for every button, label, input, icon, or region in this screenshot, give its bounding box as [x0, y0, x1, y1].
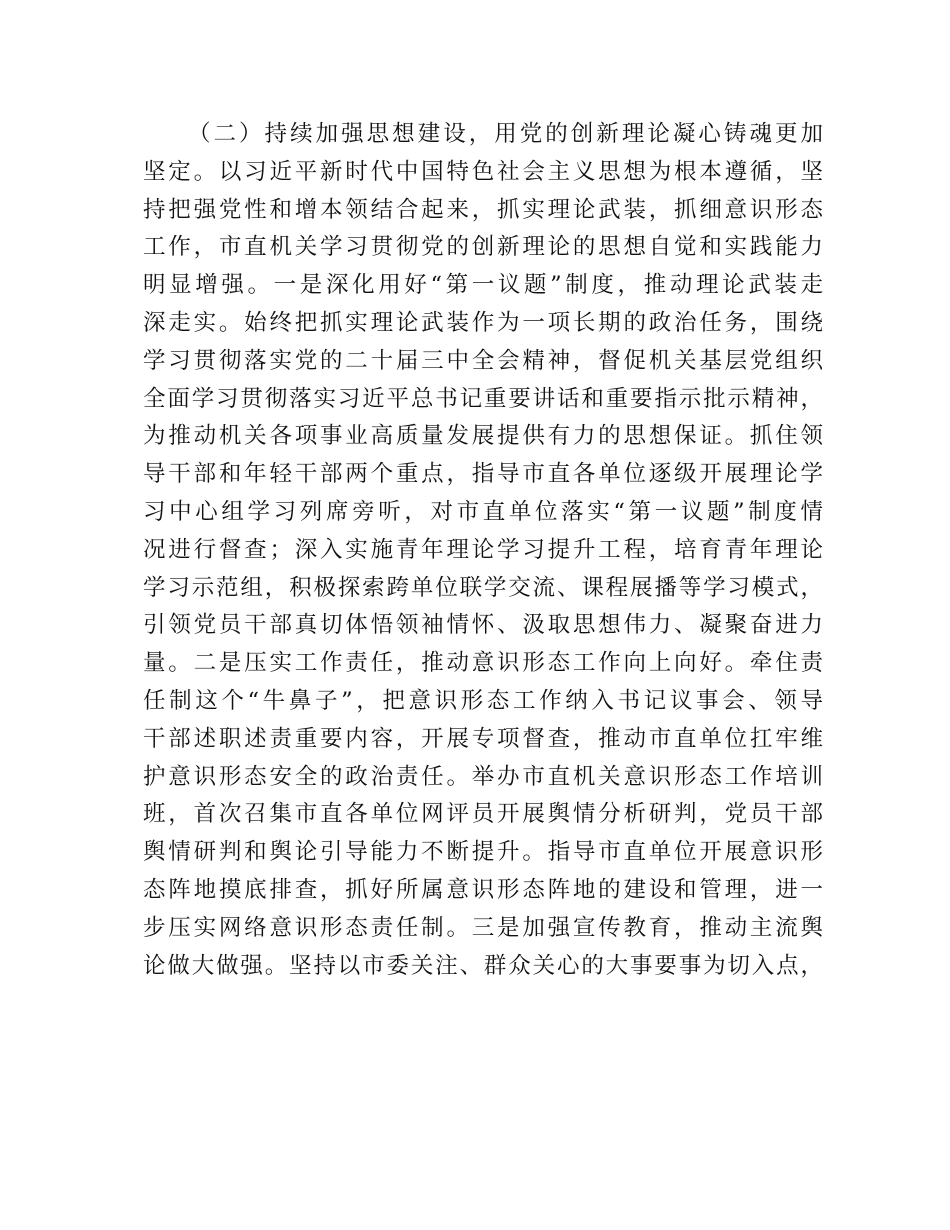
text-line: 深走实。始终把抓实理论武装作为一项长期的政治任务，围绕: [143, 309, 823, 336]
text-line: 护意识形态安全的政治责任。举办市直机关意识形态工作培训: [143, 763, 823, 790]
body-paragraph: [143, 116, 823, 985]
text-line: 学习示范组，积极探索跨单位联学交流、课程展播等学习模式，: [143, 574, 823, 601]
text-line: 坚定。以习近平新时代中国特色社会主义思想为根本遵循，坚: [143, 158, 823, 185]
text-line: 明显增强。一是深化用好“第一议题”制度，推动理论武装走: [143, 272, 823, 299]
text-line: 舆情研判和舆论引导能力不断提升。指导市直单位开展意识形: [143, 839, 823, 866]
text-line: 全面学习贯彻落实习近平总书记重要讲话和重要指示批示精神，: [143, 385, 823, 412]
text-line: 班，首次召集市直各单位网评员开展舆情分析研判，党员干部: [143, 801, 823, 828]
text-line: （二）持续加强思想建设，用党的创新理论凝心铸魂更加: [188, 121, 823, 147]
text-line: 工作，市直机关学习贯彻党的创新理论的思想自觉和实践能力: [143, 234, 823, 261]
text-line: 态阵地摸底排查，抓好所属意识形态阵地的建设和管理，进一: [143, 876, 823, 903]
text-line: 导干部和年轻干部两个重点，指导市直各单位逐级开展理论学: [143, 461, 823, 488]
text-line: 况进行督查；深入实施青年理论学习提升工程，培育青年理论: [143, 536, 823, 563]
text-line: 为推动机关各项事业高质量发展提供有力的思想保证。抓住领: [143, 423, 823, 450]
text-line: 干部述职述责重要内容，开展专项督查，推动市直单位扛牢维: [143, 725, 823, 752]
text-line: 论做大做强。坚持以市委关注、群众关心的大事要事为切入点，: [143, 952, 823, 979]
text-line: 任制这个“牛鼻子”，把意识形态工作纳入书记议事会、领导: [143, 687, 823, 714]
text-line: 学习贯彻落实党的二十届三中全会精神，督促机关基层党组织: [143, 347, 823, 374]
text-line: 习中心组学习列席旁听，对市直单位落实“第一议题”制度情: [143, 498, 823, 525]
text-line: 量。二是压实工作责任，推动意识形态工作向上向好。牵住责: [143, 650, 823, 677]
text-line: 持把强党性和增本领结合起来，抓实理论武装，抓细意识形态: [143, 196, 823, 223]
text-line: 引领党员干部真切体悟领袖情怀、汲取思想伟力、凝聚奋进力: [143, 612, 823, 639]
text-line: 步压实网络意识形态责任制。三是加强宣传教育，推动主流舆: [143, 914, 823, 941]
